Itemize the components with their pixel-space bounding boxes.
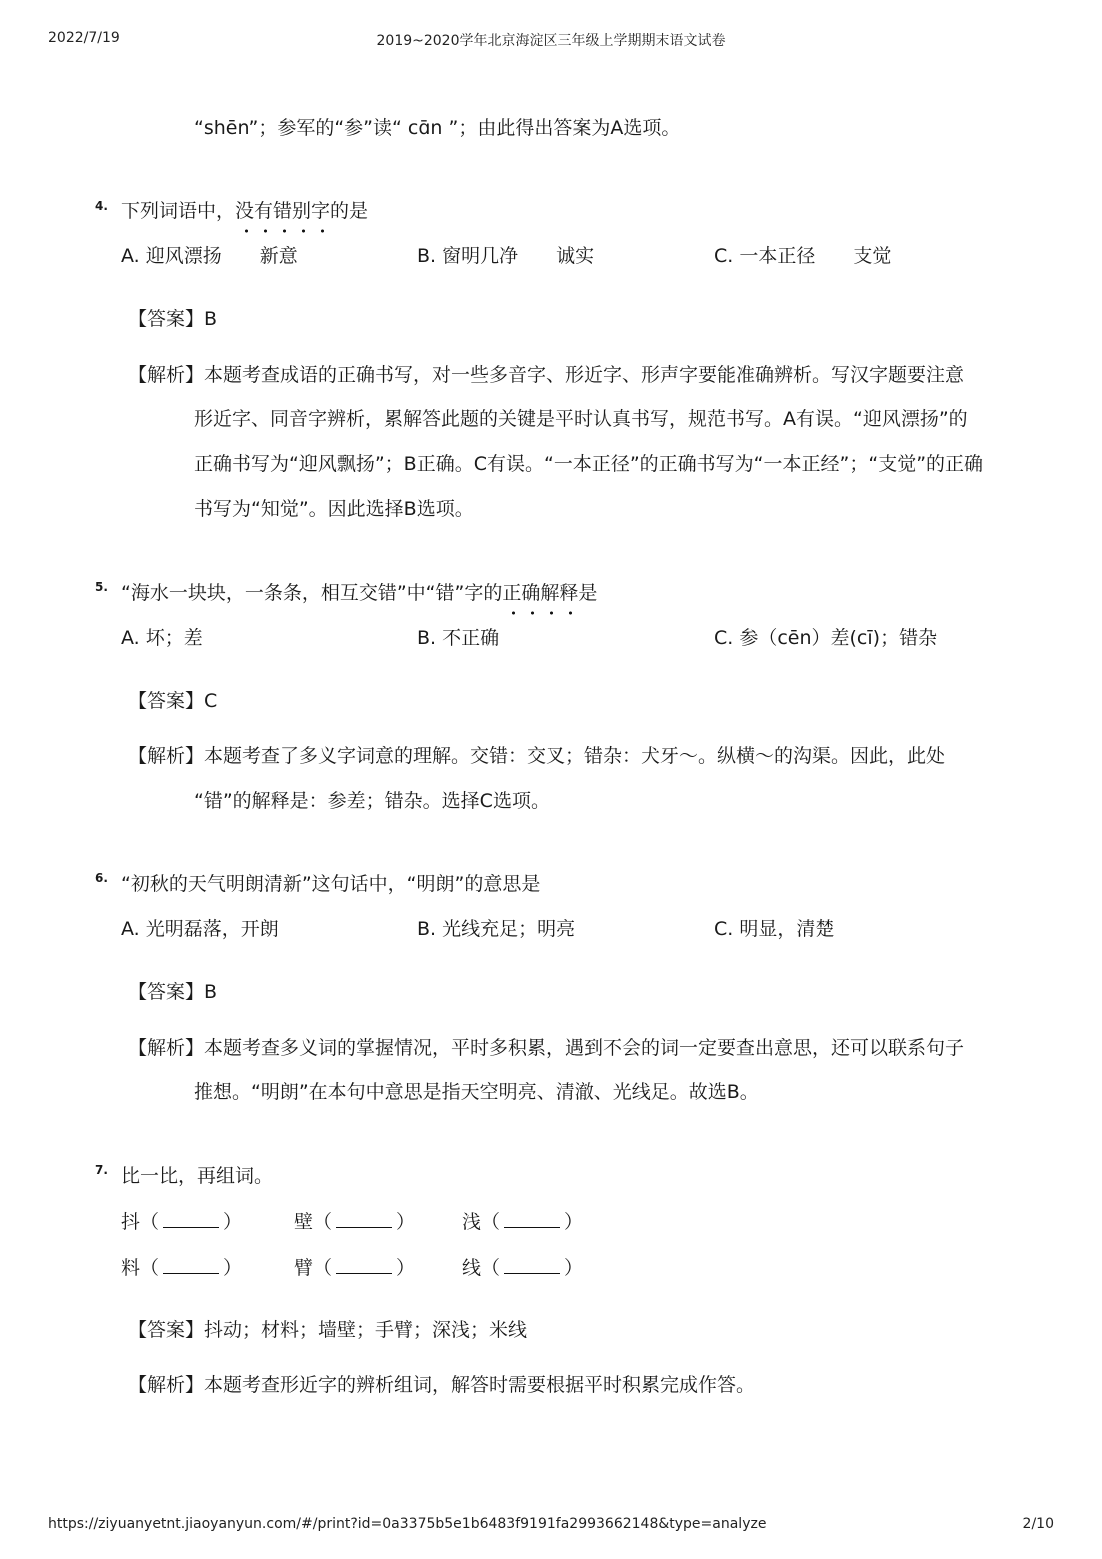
document-title: 2019~2020学年北京海淀区三年级上学期期末语文试卷 — [376, 33, 726, 49]
paren: （ — [140, 1257, 160, 1279]
analysis-line: “错”的解释是：参差；错杂。选择C选项。 — [194, 790, 550, 812]
answer-value: C — [204, 690, 218, 712]
fill-blank[interactable] — [163, 1209, 219, 1228]
word-item — [462, 1209, 583, 1234]
question-stem — [121, 199, 368, 223]
paren: ） — [564, 1257, 584, 1279]
answer-label: 【答案】 — [128, 690, 205, 712]
answer-row — [128, 307, 217, 331]
analysis-line: 正确书写为“迎风飘扬”；B正确。C有误。“一本正径”的正确书写为“一本正经”；“支觉”的正确 — [194, 453, 984, 475]
word-item — [294, 1255, 415, 1280]
word-char: 臂 — [294, 1257, 314, 1279]
paren: ） — [223, 1257, 243, 1279]
paren: ） — [223, 1211, 243, 1233]
question-number: 4. — [95, 199, 108, 213]
answer-row — [128, 1318, 527, 1342]
emphasis-dotted-text: 正确解释 — [502, 582, 579, 604]
analysis-label: 【解析】 — [128, 1037, 205, 1059]
analysis-label: 【解析】 — [128, 364, 205, 386]
emphasis-dotted-text: 没有错别字 — [235, 200, 331, 222]
analysis-line: 形近字、同音字辨析，累解答此题的关键是平时认真书写，规范书写。A有误。“迎风漂扬”的 — [194, 408, 968, 430]
paren: （ — [481, 1257, 501, 1279]
word-item — [121, 1255, 242, 1280]
question-number: 7. — [95, 1163, 108, 1177]
stem-text: “海水一块块，一条条，相互交错”中“错”字的 — [121, 582, 503, 604]
paren: （ — [481, 1211, 501, 1233]
footer-url: https://ziyuanyetnt.jiaoyanyun.com/#/print?id=0a3375b5e1b6483f9191fa2993662148&type=analyze — [48, 1516, 767, 1532]
option-a: A. 光明磊落，开朗 — [121, 918, 279, 940]
word-item — [294, 1209, 415, 1234]
option-b: B. 光线充足；明亮 — [417, 918, 576, 940]
analysis-row — [128, 1036, 964, 1060]
option-a: A. 坏；差 — [121, 627, 203, 649]
paren: ） — [396, 1257, 416, 1279]
word-item — [462, 1255, 583, 1280]
print-date: 2022/7/19 — [48, 30, 120, 46]
fill-blank[interactable] — [336, 1209, 392, 1228]
question-number: 6. — [95, 871, 108, 885]
analysis-label: 【解析】 — [128, 745, 205, 767]
stem-text: 下列词语中， — [121, 200, 236, 222]
analysis-line: 推想。“明朗”在本句中意思是指天空明亮、清澈、光线足。故选B。 — [194, 1081, 759, 1103]
answer-value: B — [204, 981, 218, 1003]
continuation-line: “shēn”；参军的“参”读“ cɑ̄n ”；由此得出答案为A选项。 — [194, 117, 681, 139]
fill-blank[interactable] — [163, 1255, 219, 1274]
analysis-row — [128, 744, 945, 768]
paren: ） — [396, 1211, 416, 1233]
option-a: A. 迎风漂扬 新意 — [121, 245, 298, 267]
analysis-row — [128, 363, 964, 387]
stem-text: 是 — [578, 582, 598, 604]
answer-row — [128, 689, 217, 713]
analysis-line: 本题考查形近字的辨析组词，解答时需要根据平时积累完成作答。 — [204, 1374, 756, 1396]
analysis-line: 本题考查多义词的掌握情况，平时多积累，遇到不会的词一定要查出意思，还可以联系句子 — [204, 1037, 965, 1059]
analysis-line: 本题考查成语的正确书写，对一些多音字、形近字、形声字要能准确辨析。写汉字题要注意 — [204, 364, 965, 386]
question-number: 5. — [95, 580, 108, 594]
word-char: 抖 — [121, 1211, 141, 1233]
answer-value: 抖动；材料；墙壁；手臂；深浅；米线 — [204, 1319, 528, 1341]
option-c: C. 参（cēn）差(cī)；错杂 — [714, 627, 938, 649]
fill-blank[interactable] — [504, 1209, 560, 1228]
option-b: B. 窗明几净 诚实 — [417, 245, 595, 267]
word-char: 壁 — [294, 1211, 314, 1233]
paren: （ — [140, 1211, 160, 1233]
analysis-line: 本题考查了多义字词意的理解。交错：交叉；错杂：犬牙～。纵横～的沟渠。因此，此处 — [204, 745, 946, 767]
word-char: 浅 — [462, 1211, 482, 1233]
answer-label: 【答案】 — [128, 308, 205, 330]
option-b: B. 不正确 — [417, 627, 500, 649]
stem-text: 的是 — [330, 200, 369, 222]
fill-blank[interactable] — [336, 1255, 392, 1274]
page-number: 2/10 — [1022, 1516, 1054, 1532]
word-char: 线 — [462, 1257, 482, 1279]
paren: （ — [313, 1211, 333, 1233]
analysis-line: 书写为“知觉”。因此选择B选项。 — [194, 498, 474, 520]
option-c: C. 一本正径 支觉 — [714, 245, 892, 267]
answer-label: 【答案】 — [128, 981, 205, 1003]
answer-label: 【答案】 — [128, 1319, 205, 1341]
paren: ） — [564, 1211, 584, 1233]
fill-blank[interactable] — [504, 1255, 560, 1274]
answer-value: B — [204, 308, 218, 330]
question-stem — [121, 581, 597, 605]
question-stem: 比一比，再组词。 — [121, 1165, 274, 1187]
paren: （ — [313, 1257, 333, 1279]
word-char: 料 — [121, 1257, 141, 1279]
analysis-label: 【解析】 — [128, 1374, 205, 1396]
option-c: C. 明显，清楚 — [714, 918, 835, 940]
answer-row — [128, 980, 217, 1004]
question-stem: “初秋的天气明朗清新”这句话中，“明朗”的意思是 — [121, 873, 541, 895]
analysis-row — [128, 1373, 755, 1397]
word-item — [121, 1209, 242, 1234]
